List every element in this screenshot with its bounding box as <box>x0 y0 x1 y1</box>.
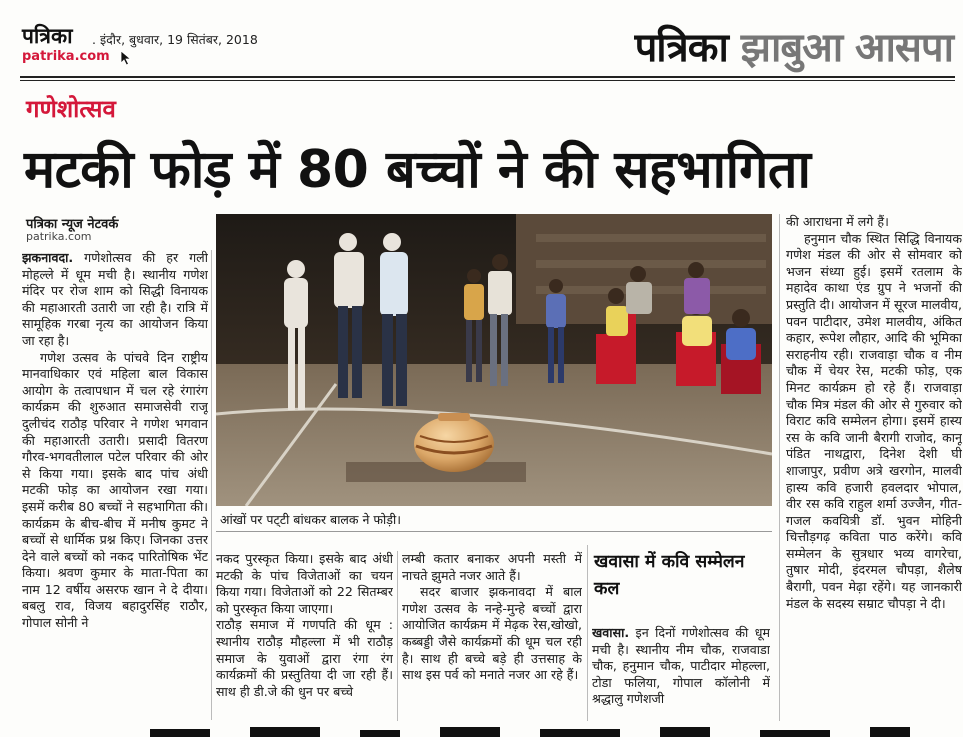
edition-title <box>635 18 953 73</box>
column-divider <box>587 545 588 721</box>
article-paragraph: गणेश उत्सव के पांचवे दिन राष्ट्रीय मानवाधिकार एवं महिला बाल विकास आयोग के तत्वापधान में चल रहे रंगारंग कार्यक्रम की शुरुआत समाजसेवी राजू दुलीचंद राठौड़ परिवार ने गणेश भगवान की महाआरती उतारी। प्रसादी वितरण गौरव-भगवतीलाल पटेल परिवार की ओर से किया गया। इसके बाद पांच अंधी मटकी फोड़ का आयोजन रखा गया। इसमें करीब 80 बच्चों ने सहभागिता की। कार्यक्रम के बीच-बीच में मनीष कुमट ने बच्चों से धार्मिक प्रश्न किए। जिनका उत्तर देने वाले बच्चों को नकद पारितोषिक भेंट किया। श्रवण कुमार के माता-पिता का नाम 12 वर्षीय असरफ खान ने दे दीया। बबलु राव, विजय बहादुरसिंह राठौर, गोपाल सोनी ने <box>22 349 208 631</box>
article-paragraph: सदर बाजार झकनावदा में बाल गणेश उत्सव के नन्हे-मुन्हे बच्चों द्वारा आयोजित कार्यक्रम में मेढ़क रेस,खोखो, कब्बड्डी जैसे कार्यक्रमों की धूम चल रही है। साथ ही बच्चे बड़े ही उत्तसाह के साथ इस पर्व को मनाते नजर आ रहे हैं। <box>402 584 582 683</box>
article-headline: मटकी फोड़ में 80 बच्चों ने की सहभागिता <box>24 140 811 200</box>
masthead-brand: पत्रिका <box>22 23 73 48</box>
masthead-dateline: . इंदौर, बुधवार, 19 सितंबर, 2018 <box>92 32 258 47</box>
article-paragraph: लम्बी कतार बनाकर अपनी मस्ती में नाचते झुमते नजर आते हैं। <box>402 551 582 583</box>
photo-illustration <box>216 214 772 506</box>
dateline-place: झकनावदा. <box>22 250 74 265</box>
article-column-1 <box>22 250 208 720</box>
article-byline: पत्रिका न्यूज नेटवर्क <box>26 217 119 232</box>
article-column-3 <box>402 551 582 721</box>
article-column-2 <box>216 551 393 721</box>
column-divider <box>211 250 212 720</box>
sidebar-column-1 <box>592 625 770 725</box>
sidebar-column-2 <box>786 214 962 721</box>
sidebar-headline: खवासा में कवि सम्मेलन कल <box>594 552 745 599</box>
mouse-pointer-icon <box>120 50 132 66</box>
article-paragraph: खवासा. इन दिनों गणेशोत्सव की धूम मची है। स्थानीय नीम चौक, राजवाडा चौक, हनुमान चौक, पाटीदार मोहल्ला, टोडा फलिया, गोपाल कॉलोनी में श्रद्धालु गणेशजी <box>592 625 770 707</box>
article-paragraph: नकद पुरस्कृत किया। इसके बाद अंधी मटकी के पांच विजेताओं का चयन किया गया। विजेताओं को 22 सितम्बर को पुरस्कृत किया जाएगा। <box>216 551 393 616</box>
article-paragraph: की आराधना में लगे हैं। <box>786 214 889 229</box>
article-byline-site: patrika.com <box>26 230 92 243</box>
masthead-rule-thin <box>20 80 955 81</box>
next-article-cropped <box>0 727 963 737</box>
article-paragraph: राठौड़ समाज में गणपति की धूम : स्थानीय राठौड़ मौहल्ला में भी राठौड़ समाज के युवाओं द्वारा रंगा रंग कार्यक्रमों की प्रस्तुतिया दी जा रही हैं। साथ ही डी.जे की धुन पर बच्चे <box>216 617 393 699</box>
edition-region: झाबुआ आसपा <box>727 25 953 71</box>
dateline-place: खवासा. <box>592 625 630 640</box>
article-paragraph: हनुमान चौक स्थित सिद्धि विनायक गणेश मंडल की ओर से सोमवार को भजन संध्या हुई। इसमें रतलाम के महादेव काथा एंड ग्रुप ने भजनों की प्रस्तुति दी। आयोजन में सूरज मालवीय, पवन पाटीदार, उमेश मालवीय, अंकित कहार, रूपेश लौहार, आदि की भूमिका सराहनीय रही। राजवाड़ा चौक व नीम चौक में चेयर रेस, मटकी फोड़, एक मिनट कार्यक्रम हो रहे हैं। राजवाड़ा चौक मित्र मंडल की ओर से गुरुवार को विराट कवि सम्मेलन होगा। इसमें हास्य रस के कवि जानी बैरागी राजोद, कानू पंडित नाथद्वारा, दिनेश देशी घी शाजापुर, प्रवीण अत्रे खरगोन, मालवी हास्य कवि हजारी हवलदार भोपाल, वीर रस कवि राहुल शर्मा उज्जैन, गीत-गजल कवयित्री डॉ. भुवन मोहिनी चित्तौड़गढ़ कविता पाठ करेंगे। कवि सम्मेलन के सुत्रधार भव्य वागरेचा, तुषार मोदी, इंदरमल चौपड़ा, शैलेष बैरागी, पवन मेढ़ा रहेंगे। यह जानकारी मंडल के सदस्य सम्राट चौपड़ा ने दी। <box>786 230 962 611</box>
column-divider <box>397 551 398 721</box>
photo-caption: आंखों पर पट्‌टी बांधकर बालक ने फोड़ी। <box>216 508 772 532</box>
article-photo <box>216 214 772 506</box>
edition-brand: पत्रिका <box>634 25 728 71</box>
masthead-rule <box>20 76 955 78</box>
article-kicker: गणेशोत्सव <box>26 95 116 123</box>
column-divider <box>779 214 780 721</box>
masthead-site-link[interactable]: patrika.com <box>22 49 110 64</box>
article-paragraph: झकनावदा. गणेशोत्सव की हर गली मोहल्ले में धूम मची है। स्थानीय गणेश मंदिर पर रोज शाम को सिद्धी विनायक की महाआरती उतारी जा रही है। रात्रि में सामूहिक गरबा नृत्य का आयोजन किया जा रहा है। <box>22 250 208 348</box>
